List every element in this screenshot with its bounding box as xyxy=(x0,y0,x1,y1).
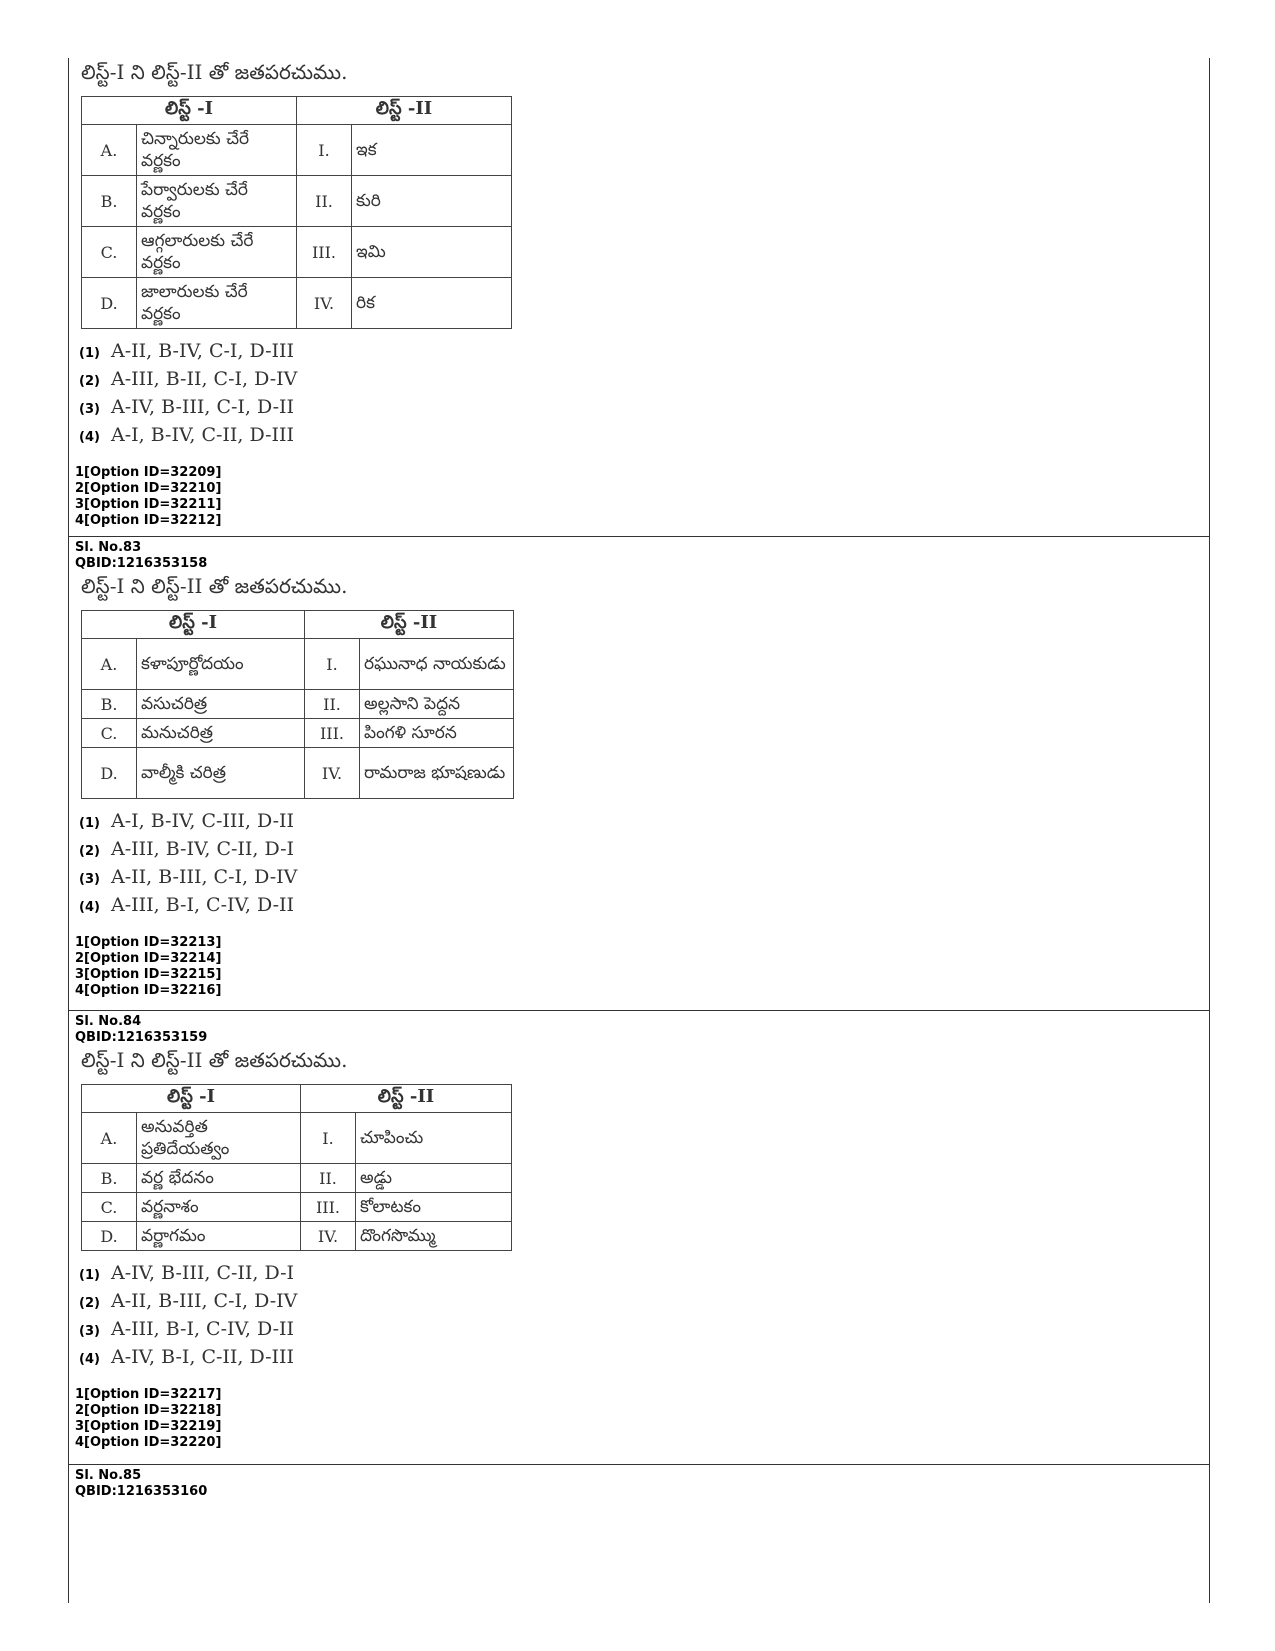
serial-number: Sl. No.85 xyxy=(75,1468,142,1483)
answer-options xyxy=(69,1259,1209,1371)
option-1[interactable]: (1) A-II, B-IV, C-I, D-III xyxy=(79,340,295,362)
table-row xyxy=(82,639,514,690)
row-label: III. xyxy=(305,719,360,748)
qbid: QBID:1216353159 xyxy=(75,1030,208,1045)
option-id: 4[Option ID=32216] xyxy=(75,983,222,998)
row-label: B. xyxy=(82,1164,137,1193)
row-label: IV. xyxy=(297,278,352,329)
option-id: 2[Option ID=32214] xyxy=(75,951,222,966)
row-label: B. xyxy=(82,690,137,719)
option-ids xyxy=(69,1387,1209,1451)
row-label: II. xyxy=(301,1164,356,1193)
option-id: 1[Option ID=32209] xyxy=(75,465,222,480)
row-label: A. xyxy=(82,639,137,690)
list-1-item: వర్ణనాశం xyxy=(137,1193,301,1222)
match-table xyxy=(81,96,512,329)
row-label: II. xyxy=(305,690,360,719)
list-2-header: లిస్ట్ -II xyxy=(297,97,512,125)
list-2-header: లిస్ట్ -II xyxy=(301,1085,512,1113)
list-2-item: చూపించు xyxy=(356,1113,512,1164)
list-1-header: లిస్ట్ -I xyxy=(82,1085,301,1113)
list-2-item: ఇమి xyxy=(352,227,512,278)
option-id: 3[Option ID=32215] xyxy=(75,967,222,982)
list-2-item: రామరాజ భూషణుడు xyxy=(360,748,514,799)
table-row xyxy=(82,125,512,176)
option-id: 2[Option ID=32210] xyxy=(75,481,222,496)
list-1-item: మనుచరిత్ర xyxy=(137,719,305,748)
question-divider xyxy=(69,536,1209,537)
list-2-item: అడ్డు xyxy=(356,1164,512,1193)
list-2-header: లిస్ట్ -II xyxy=(305,611,514,639)
list-2-item: అల్లసాని పెద్దన xyxy=(360,690,514,719)
row-label: IV. xyxy=(305,748,360,799)
option-4[interactable]: (4) A-I, B-IV, C-II, D-III xyxy=(79,424,295,446)
option-ids xyxy=(69,465,1209,529)
table-row xyxy=(82,176,512,227)
list-2-item: పింగళి సూరన xyxy=(360,719,514,748)
qbid: QBID:1216353160 xyxy=(75,1484,208,1499)
table-row xyxy=(82,719,514,748)
list-2-item: రిక xyxy=(352,278,512,329)
list-1-header: లిస్ట్ -I xyxy=(82,97,297,125)
row-label: III. xyxy=(301,1193,356,1222)
list-1-item: కళాపూర్ణోదయం xyxy=(137,639,305,690)
option-3[interactable]: (3) A-III, B-I, C-IV, D-II xyxy=(79,1318,295,1340)
table-row xyxy=(82,748,514,799)
option-id: 1[Option ID=32217] xyxy=(75,1387,222,1402)
question-text: లిస్ట్-I ని లిస్ట్-II తో జతపరచుము. xyxy=(81,574,348,598)
list-1-item: వసుచరిత్ర xyxy=(137,690,305,719)
list-2-item: రఘునాధ నాయకుడు xyxy=(360,639,514,690)
option-4[interactable]: (4) A-IV, B-I, C-II, D-III xyxy=(79,1346,295,1368)
question-divider xyxy=(69,1010,1209,1011)
row-label: B. xyxy=(82,176,137,227)
question-text: లిస్ట్-I ని లిస్ట్-II తో జతపరచుము. xyxy=(81,60,348,84)
table-row xyxy=(82,1113,512,1164)
question-text: లిస్ట్-I ని లిస్ట్-II తో జతపరచుము. xyxy=(81,1048,348,1072)
match-table xyxy=(81,1084,512,1251)
table-row xyxy=(82,1164,512,1193)
table-row xyxy=(82,278,512,329)
list-1-item: జాలారులకు చేరే వర్ణకం xyxy=(137,278,297,329)
question-block-82 xyxy=(69,58,1209,529)
option-id: 1[Option ID=32213] xyxy=(75,935,222,950)
option-id: 2[Option ID=32218] xyxy=(75,1403,222,1418)
serial-number: Sl. No.83 xyxy=(75,540,142,555)
option-2[interactable]: (2) A-III, B-IV, C-II, D-I xyxy=(79,838,295,860)
row-label: I. xyxy=(301,1113,356,1164)
option-3[interactable]: (3) A-IV, B-III, C-I, D-II xyxy=(79,396,295,418)
question-block-83 xyxy=(69,540,1209,999)
row-label: I. xyxy=(297,125,352,176)
row-label: D. xyxy=(82,748,137,799)
table-row xyxy=(82,1222,512,1251)
list-2-item: కోలాటకం xyxy=(356,1193,512,1222)
row-label: A. xyxy=(82,125,137,176)
list-2-item: దొంగసొమ్ము xyxy=(356,1222,512,1251)
row-label: C. xyxy=(82,719,137,748)
row-label: D. xyxy=(82,278,137,329)
row-label: C. xyxy=(82,227,137,278)
option-3[interactable]: (3) A-II, B-III, C-I, D-IV xyxy=(79,866,298,888)
option-ids xyxy=(69,935,1209,999)
question-block-85 xyxy=(69,1468,1209,1500)
row-label: A. xyxy=(82,1113,137,1164)
match-table xyxy=(81,610,514,799)
row-label: IV. xyxy=(301,1222,356,1251)
list-1-item: వాల్మీకి చరిత్ర xyxy=(137,748,305,799)
list-1-item: చిన్నారులకు చేరే వర్ణకం xyxy=(137,125,297,176)
row-label: C. xyxy=(82,1193,137,1222)
list-1-item: వర్ణాగమం xyxy=(137,1222,301,1251)
answer-options xyxy=(69,337,1209,449)
option-4[interactable]: (4) A-III, B-I, C-IV, D-II xyxy=(79,894,295,916)
row-label: II. xyxy=(297,176,352,227)
option-2[interactable]: (2) A-II, B-III, C-I, D-IV xyxy=(79,1290,298,1312)
row-label: III. xyxy=(297,227,352,278)
option-1[interactable]: (1) A-IV, B-III, C-II, D-I xyxy=(79,1262,295,1284)
list-1-item: ఆగ్గలారులకు చేరే వర్ణకం xyxy=(137,227,297,278)
question-block-84 xyxy=(69,1014,1209,1451)
table-row xyxy=(82,227,512,278)
option-id: 3[Option ID=32211] xyxy=(75,497,222,512)
question-paper-frame xyxy=(68,58,1210,1603)
option-id: 3[Option ID=32219] xyxy=(75,1419,222,1434)
row-label: D. xyxy=(82,1222,137,1251)
option-id: 4[Option ID=32212] xyxy=(75,513,222,528)
option-2[interactable]: (2) A-III, B-II, C-I, D-IV xyxy=(79,368,298,390)
table-row xyxy=(82,690,514,719)
option-1[interactable]: (1) A-I, B-IV, C-III, D-II xyxy=(79,810,295,832)
option-id: 4[Option ID=32220] xyxy=(75,1435,222,1450)
list-1-header: లిస్ట్ -I xyxy=(82,611,305,639)
answer-options xyxy=(69,807,1209,919)
qbid: QBID:1216353158 xyxy=(75,556,208,571)
list-2-item: కురి xyxy=(352,176,512,227)
list-2-item: ఇక xyxy=(352,125,512,176)
list-1-item: వర్ణ భేదనం xyxy=(137,1164,301,1193)
table-row xyxy=(82,1193,512,1222)
list-1-item: పేర్వారులకు చేరే వర్ణకం xyxy=(137,176,297,227)
list-1-item: అనువర్తిత ప్రతిదేయత్వం xyxy=(137,1113,301,1164)
serial-number: Sl. No.84 xyxy=(75,1014,142,1029)
question-divider xyxy=(69,1464,1209,1465)
row-label: I. xyxy=(305,639,360,690)
